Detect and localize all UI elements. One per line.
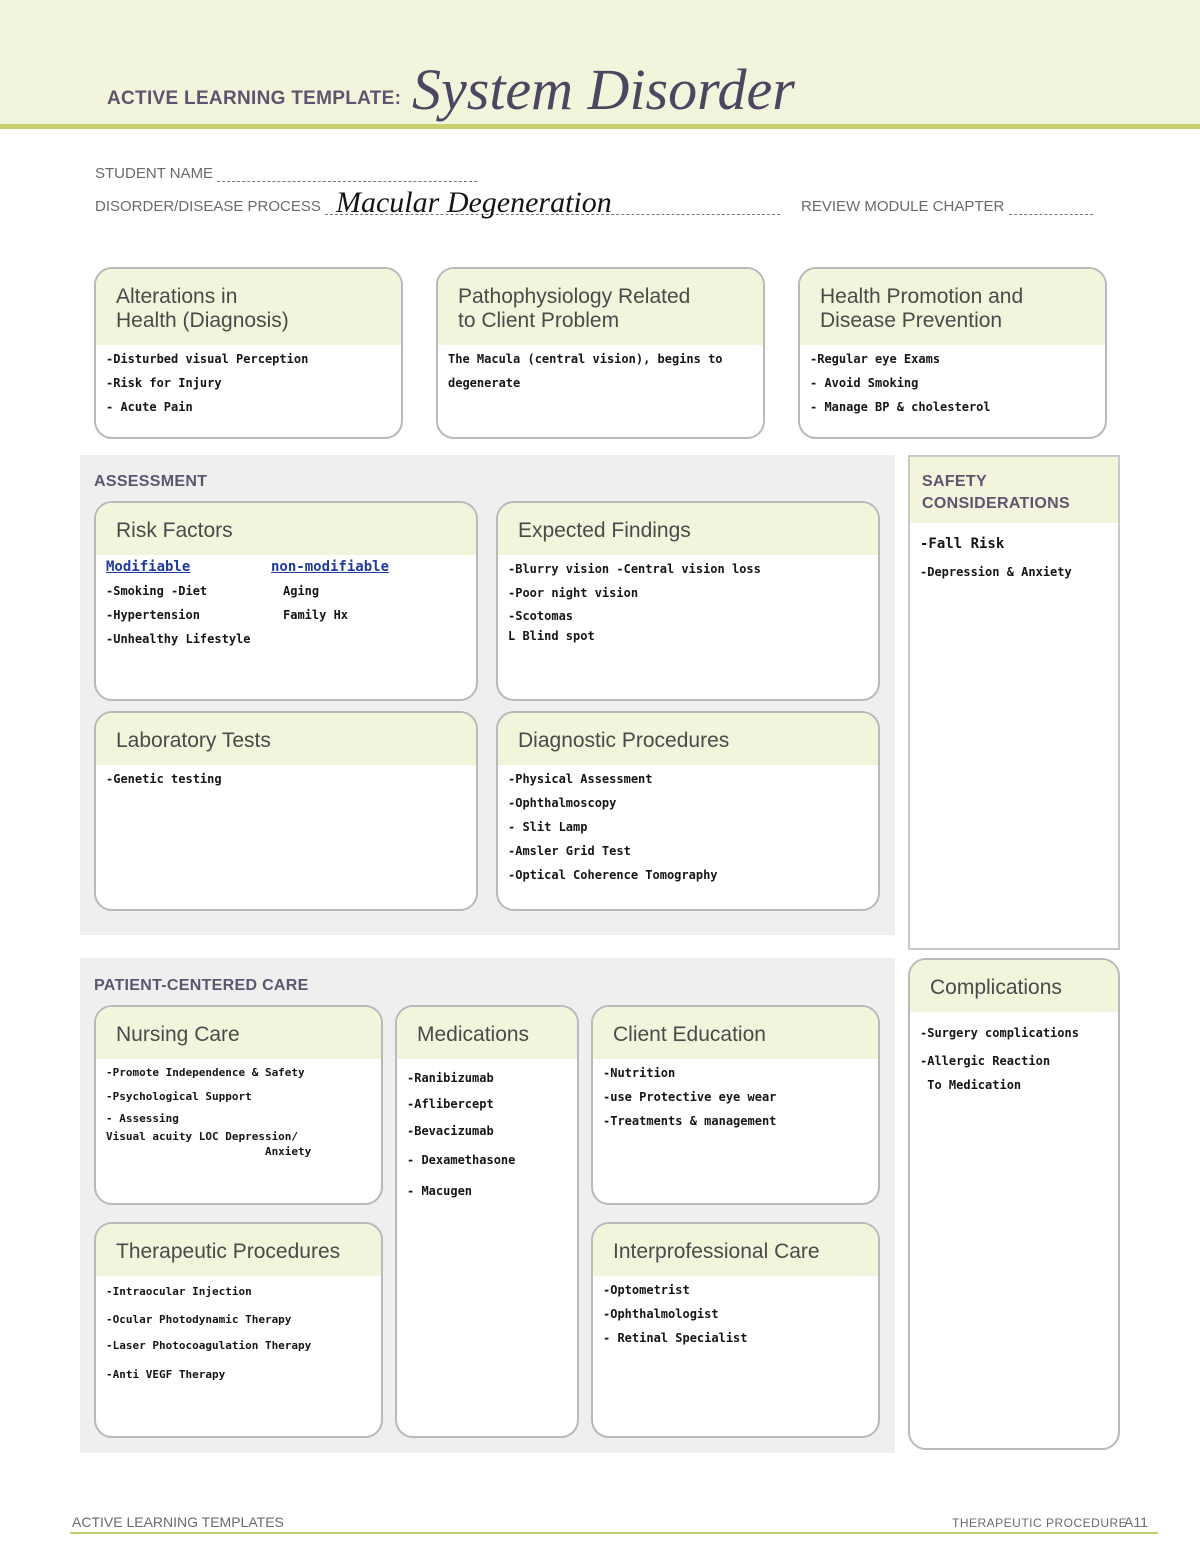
expected-findings-item: L Blind spot [508, 629, 595, 643]
diagnostic-procedures-box [496, 711, 880, 911]
alterations-item: -Risk for Injury [106, 376, 222, 390]
modifiable-item: -Hypertension [106, 608, 200, 622]
laboratory-tests-box [94, 711, 478, 911]
medications-title: Medications [397, 1007, 577, 1059]
nursing-care-title: Nursing Care [96, 1007, 381, 1059]
nonmodifiable-item: Aging [283, 584, 320, 598]
diagnostic-procedures-item: -Amsler Grid Test [508, 844, 631, 858]
medications-item: - Dexamethasone [407, 1153, 516, 1167]
interprofessional-care-item: -Optometrist [603, 1283, 690, 1297]
diagnostic-procedures-item: -Optical Coherence Tomography [508, 868, 718, 882]
medications-item: -Ranibizumab [407, 1071, 494, 1085]
health-promotion-title-line1: Health Promotion and [820, 285, 1024, 308]
pathophysiology-box [436, 267, 765, 439]
interprofessional-care-item: -Ophthalmologist [603, 1307, 719, 1321]
modifiable-item: -Unhealthy Lifestyle [106, 632, 251, 646]
safety-title-line2: CONSIDERATIONS [922, 495, 1070, 512]
modifiable-header: Modifiable [106, 559, 191, 575]
review-module-label: REVIEW MODULE CHAPTER [801, 198, 1005, 215]
diagnostic-procedures-item: -Ophthalmoscopy [508, 796, 617, 810]
interprofessional-care-item: - Retinal Specialist [603, 1331, 748, 1345]
therapeutic-procedures-item: -Anti VEGF Therapy [106, 1368, 226, 1381]
footer-left-text: ACTIVE LEARNING TEMPLATES [72, 1514, 284, 1530]
complications-item: -Allergic Reaction [920, 1054, 1051, 1068]
risk-factors-box [94, 501, 478, 701]
health-promotion-item: - Avoid Smoking [810, 376, 919, 390]
expected-findings-item: -Blurry vision -Central vision loss [508, 562, 761, 576]
medications-item: - Macugen [407, 1184, 473, 1198]
nonmodifiable-item: Family Hx [283, 608, 349, 622]
footer-right-text: THERAPEUTIC PROCEDURE [952, 1516, 1128, 1530]
laboratory-tests-title: Laboratory Tests [96, 713, 476, 765]
safety-considerations-box [908, 455, 1120, 950]
client-education-item: -Treatments & management [603, 1114, 777, 1128]
diagnostic-procedures-item: -Physical Assessment [508, 772, 653, 786]
diagnostic-procedures-title: Diagnostic Procedures [498, 713, 878, 765]
pathophysiology-item: The Macula (central vision), begins to [448, 352, 723, 366]
safety-item: -Fall Risk [920, 536, 1005, 552]
laboratory-tests-item: -Genetic testing [106, 772, 222, 786]
therapeutic-procedures-title: Therapeutic Procedures [96, 1224, 381, 1276]
nursing-care-box [94, 1005, 383, 1205]
interprofessional-care-title: Interprofessional Care [593, 1224, 878, 1276]
nursing-care-item: Anxiety [106, 1145, 312, 1158]
patient-centered-care-label: PATIENT-CENTERED CARE [94, 977, 309, 994]
medications-item: -Aflibercept [407, 1097, 494, 1111]
pathophysiology-title-line1: Pathophysiology Related [458, 285, 691, 308]
disorder-value[interactable]: Macular Degeneration [336, 186, 612, 219]
template-label: ACTIVE LEARNING TEMPLATE: [107, 88, 402, 109]
complications-item: -Surgery complications [920, 1026, 1079, 1040]
expected-findings-box [496, 501, 880, 701]
header-divider [0, 124, 1200, 129]
disorder-label: DISORDER/DISEASE PROCESS [95, 198, 321, 215]
medications-box [395, 1005, 579, 1438]
complications-title: Complications [910, 960, 1118, 1012]
expected-findings-item: -Scotomas [508, 609, 574, 623]
expected-findings-title: Expected Findings [498, 503, 878, 555]
page-number: A11 [1124, 1514, 1148, 1530]
review-module-field[interactable] [801, 198, 1093, 215]
safety-item: -Depression & Anxiety [920, 565, 1072, 579]
client-education-item: -Nutrition [603, 1066, 676, 1080]
assessment-label: ASSESSMENT [94, 473, 208, 490]
nursing-care-item: Visual acuity LOC Depression/ [106, 1130, 299, 1143]
complications-item: To Medication [920, 1078, 1022, 1092]
client-education-title: Client Education [593, 1007, 878, 1059]
student-name-field[interactable] [95, 165, 477, 182]
alterations-box [94, 267, 403, 439]
student-name-label: STUDENT NAME [95, 165, 214, 182]
nursing-care-item: - Assessing [106, 1112, 179, 1125]
safety-title-line1: SAFETY [922, 473, 987, 490]
nursing-care-item: -Promote Independence & Safety [106, 1066, 305, 1079]
pathophysiology-title-line2: to Client Problem [458, 309, 620, 332]
nursing-care-item: -Psychological Support [106, 1090, 252, 1103]
review-module-value[interactable] [1009, 199, 1093, 215]
complications-box [908, 958, 1120, 1450]
modifiable-item: -Smoking -Diet [106, 584, 208, 598]
expected-findings-item: -Poor night vision [508, 586, 639, 600]
therapeutic-procedures-item: -Laser Photocoagulation Therapy [106, 1339, 312, 1352]
footer-divider [70, 1532, 1158, 1534]
risk-factors-title: Risk Factors [96, 503, 476, 555]
health-promotion-item: - Manage BP & cholesterol [810, 400, 991, 414]
therapeutic-procedures-item: -Intraocular Injection [106, 1285, 252, 1298]
client-education-box [591, 1005, 880, 1205]
health-promotion-box [798, 267, 1107, 439]
alterations-item: - Acute Pain [106, 400, 193, 414]
alterations-title-line2: Health (Diagnosis) [116, 309, 289, 332]
client-education-item: -use Protective eye wear [603, 1090, 777, 1104]
health-promotion-item: -Regular eye Exams [810, 352, 941, 366]
interprofessional-care-box [591, 1222, 880, 1438]
alterations-item: -Disturbed visual Perception [106, 352, 309, 366]
student-name-value[interactable] [217, 166, 477, 182]
diagnostic-procedures-item: - Slit Lamp [508, 820, 588, 834]
nonmodifiable-header: non-modifiable [271, 559, 390, 575]
health-promotion-title-line2: Disease Prevention [820, 309, 1003, 332]
template-title: System Disorder [412, 57, 795, 122]
alterations-title-line1: Alterations in [116, 285, 238, 308]
pathophysiology-item: degenerate [448, 376, 521, 390]
medications-item: -Bevacizumab [407, 1124, 494, 1138]
therapeutic-procedures-box [94, 1222, 383, 1438]
therapeutic-procedures-item: -Ocular Photodynamic Therapy [106, 1313, 292, 1326]
